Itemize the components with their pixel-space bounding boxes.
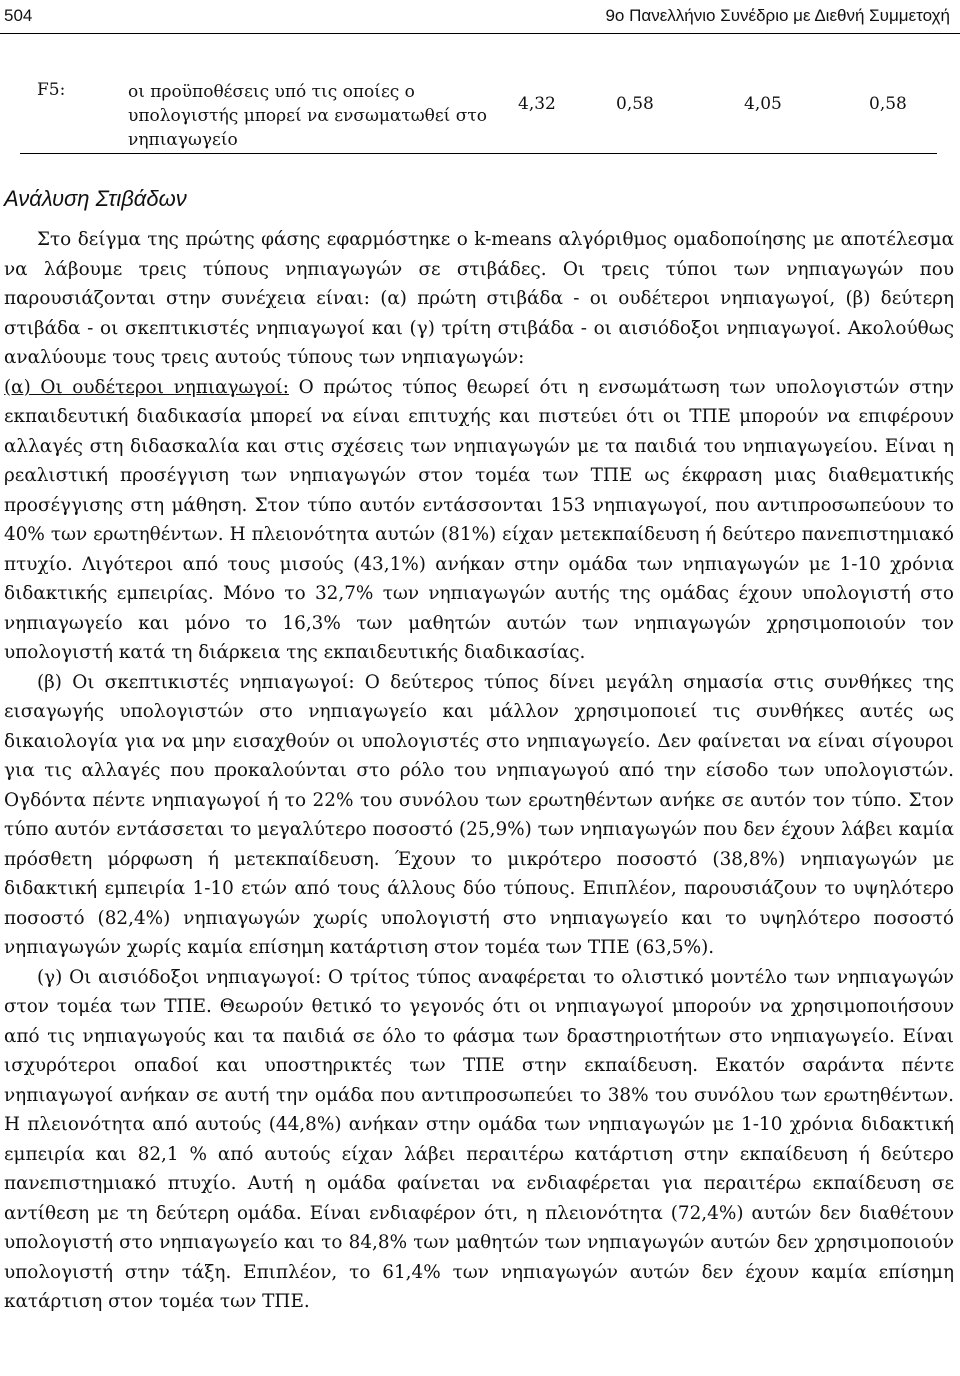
paragraph-skeptics — [4, 668, 954, 963]
row-id: F5: — [37, 80, 66, 100]
paragraph-optimists — [4, 963, 954, 1317]
paragraph-intro-text: Στο δείγμα της πρώτης φάσης εφαρμόστηκε ο k-means αλγόριθμος ομαδοποίησης με αποτέλεσμα να λάβουμε τρεις τύπους νηπιαγωγών σε στιβάδες. Οι τρεις τύποι των νηπιαγωγών που παρουσιάζονται στην συνέχεια είναι: (α) πρώτη στιβάδα - οι ουδέτεροι νηπιαγωγοί, (β) δεύτερη στιβάδα - οι σκεπτικιστές νηπιαγωγοί και (γ) τρίτη στιβάδα - οι αισιόδοξοι νηπιαγωγοί. Ακολούθως αναλύουμε τους τρεις αυτούς τύπους των νηπιαγωγών: — [4, 229, 954, 368]
page-header — [0, 0, 960, 34]
body-text — [4, 225, 954, 1317]
header-rule — [0, 33, 960, 34]
table-bottom-rule — [20, 153, 937, 154]
paragraph-intro — [4, 225, 954, 373]
row-value-3: 4,05 — [744, 94, 782, 114]
paragraph-optimists-text: (γ) Οι αισιόδοξοι νηπιαγωγοί: Ο τρίτος τύπος αναφέρεται το ολιστικό μοντέλο των νηπιαγωγών στον τομέα των ΤΠΕ. Θεωρούν θετικό το γεγονός ότι οι νηπιαγωγοί μπορούν να χρησιμοποιήσουν από τις νηπιαγωγούς και τα παιδιά σε όλο το φάσμα των δραστηριοτήτων στο νηπιαγωγείο. Είναι ισχυρότεροι οπαδοί και υποστηρικτές των ΤΠΕ στην εκπαίδευση. Εκατόν σαράντα πέντε νηπιαγωγοί ανήκαν σε αυτή την ομάδα που αντιπροσωπεύει το 38% του συνόλου των ερωτηθέντων. Η πλειονότητα από αυτούς (44,8%) ανήκαν στην ομάδα των νηπιαγωγών με 1-10 χρόνια διδακτική εμπειρία και 82,1 % από αυτούς είχαν λάβει περαιτέρω κατάρτιση στην εκπαίδευση ή δεύτερο πανεπιστημιακό πτυχίο. Αυτή η ομάδα φαίνεται να ενδιαφέρεται για περαιτέρω εκπαίδευση σε αντίθεση με τη δεύτερη ομάδα. Είναι ενδιαφέρον ότι, η πλειονότητα (72,4%) αυτών δεν διαθέτουν υπολογιστή στο νηπιαγωγείο και το 84,8% των μαθητών των νηπιαγωγών αυτών δεν χρησιμοποιούν υπολογιστή στην τάξη. Επιπλέον, το 61,4% των νηπιαγωγών αυτών δεν έχουν καμία επίσημη κατάρτιση στον τομέα των ΤΠΕ. — [4, 966, 954, 1312]
paragraph-neutral-text: Ο πρώτος τύπος θεωρεί ότι η ενσωμάτωση των υπολογιστών στην εκπαιδευτική διαδικασία μπορεί να είναι επιτυχής και πιστεύει ότι οι ΤΠΕ μπορούν να επιφέρουν αλλαγές στη διδασκαλία και στις σχέσεις των νηπιαγωγών με τα παιδιά του νηπιαγωγείου. Είναι η ρεαλιστική προσέγγιση των νηπιαγωγών στον τομέα των ΤΠΕ ως έκφραση μιας διαθεματικής προσέγγισης στη μάθηση. Στον τύπο αυτόν εντάσσονται 153 νηπιαγωγοί, που αντιπροσωπεύουν το 40% των ερωτηθέντων. Η πλειονότητα αυτών (81%) είχαν μετεκπαίδευση ή δεύτερο πανεπιστημιακό πτυχίο. Λιγότεροι από τους μισούς (43,1%) ανήκαν στην ομάδα των νηπιαγωγών με 1-10 χρόνια διδακτικής εμπειρίας. Μόνο το 32,7% των νηπιαγωγών αυτής της ομάδας έχουν υπολογιστή στο νηπιαγωγείο και μόνο το 16,3% των μαθητών αυτών των νηπιαγωγών χρησιμοποιούν τον υπολογιστή κατά τη διάρκεια της εκπαιδευτικής διαδικασίας. — [4, 376, 954, 663]
row-description: οι προϋποθέσεις υπό τις οποίες ο υπολογιστής μπορεί να ενσωματωθεί στο νηπιαγωγείο — [128, 82, 488, 150]
page-number: 504 — [4, 6, 33, 25]
paragraph-skeptics-text: (β) Οι σκεπτικιστές νηπιαγωγοί: Ο δεύτερος τύπος δίνει μεγάλη σημασία στις συνθήκες της εισαγωγής υπολογιστών στο νηπιαγωγείο και μάλλον χρησιμοποιεί τις συνθήκες αυτές ως δικαιολογία για να μην εισαχθούν οι υπολογιστές στο νηπιαγωγείο. Δεν φαίνεται να είναι σίγουροι για τις αλλαγές που προκαλούνται στο ρόλο του νηπιαγωγού από την είσοδο των υπολογιστών. Ογδόντα πέντε νηπιαγωγοί ή το 22% του συνόλου των ερωτηθέντων ανήκε σε αυτόν τον τύπο. Στον τύπο αυτόν εντάσσεται το μεγαλύτερο ποσοστό (25,9%) των νηπιαγωγών που δεν έχουν λάβει καμία πρόσθετη μόρφωση ή μετεκπαίδευση. Έχουν το μικρότερο ποσοστό (38,8%) νηπιαγωγών με διδακτική εμπειρία 1-10 ετών από τους άλλους δύο τύπους. Επιπλέον, παρουσιάζουν το υψηλότερο ποσοστό (82,4%) νηπιαγωγών χωρίς υπολογιστή στο νηπιαγωγείο και το υψηλότερο ποσοστό νηπιαγωγών χωρίς καμία επίσημη κατάρτιση στον τομέα των ΤΠΕ (63,5%). — [4, 671, 954, 958]
table-row — [0, 60, 960, 154]
section-title: Ανάλυση Στιβάδων — [4, 186, 187, 211]
neutral-label: (α) Οι ουδέτεροι νηπιαγωγοί: — [4, 376, 289, 398]
row-value-2: 0,58 — [616, 94, 654, 114]
paragraph-neutral — [4, 373, 954, 668]
row-value-4: 0,58 — [869, 94, 907, 114]
running-title: 9ο Πανελλήνιο Συνέδριο με Διεθνή Συμμετοχή — [605, 6, 950, 25]
row-value-1: 4,32 — [518, 94, 556, 114]
